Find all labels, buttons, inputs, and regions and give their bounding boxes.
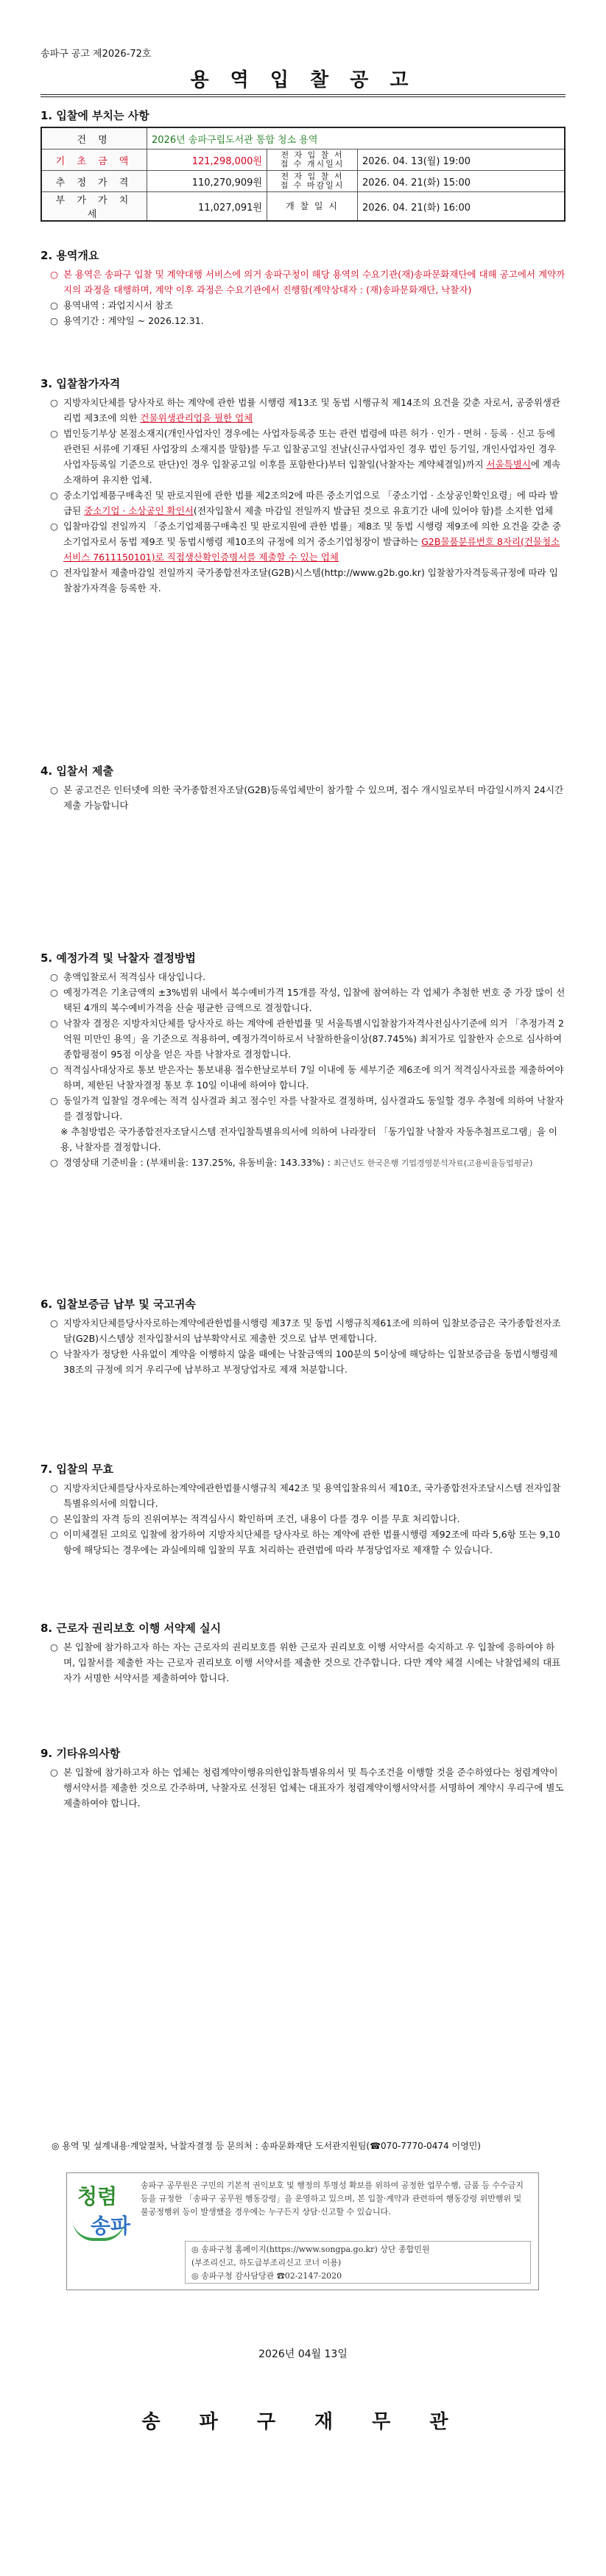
section-9-body: [50, 1764, 566, 1811]
bid-open-label: [267, 149, 358, 171]
list-item-text: 지방자치단체를당사자로하는계약에관한법률시행규칙 제42조 및 용역입찰유의서 제10조, 국가종합전자조달시스템 전자입찰특별유의서에 의합니다.: [63, 1482, 561, 1509]
table-row: [41, 127, 565, 149]
list-item: ○ 입찰마감일 전일까지 「중소기업제품구매촉진 및 판로지원에 관한 법률」제8조 및 동법 시행령 제9조에 의한 요건을 갖춘 중소기업자로서 동법 제9조 및 동법시행령 제10조의 규정에 의거 중소기업청장이 발급하는 G2B물품분류번호 8자리(건물청소서비스 7611150101)로 직접생산확인증명서를 제출할 수 있는 업체: [50, 521, 562, 563]
list-item-text: 본입찰의 자격 등의 진위여부는 적격심사시 확인하며 조건, 내용이 다를 경우 이를 무효 처리합니다.: [63, 1513, 460, 1524]
bid-close-label-line2: 접 수 마감일시: [280, 180, 345, 190]
report-line-2: (부조리신고, 하도급부조리신고 코너 이용): [191, 2258, 342, 2267]
list-item-text: 용역기간 : 계약일 ~ 2026.12.31.: [63, 315, 204, 326]
list-item-text: 중소기업제품구매촉진 및 판로지원에 관한 법률 제2조의2에 따른 중소기업으로 「중소기업 · 소상공인확인요령」에 따라 발급된: [63, 490, 559, 516]
report-line-1: ◎ 송파구청 홈페이지(https://www.songpa.go.kr) 상단 종합민원: [191, 2245, 430, 2254]
vat-value: 11,027,091원: [147, 192, 267, 222]
list-item: ○ 지방자치단체를 당사자로 하는 계약에 관한 법률 시행령 제13조 및 동법 시행규칙 제14조의 요건을 갖춘 자로서, 공중위생관리법 제3조에 의한 건물위생관리업을 필한 업체: [50, 397, 560, 423]
base-amount-value: 121,298,000원: [147, 149, 267, 171]
bid-info-table: [40, 127, 566, 222]
list-item-text: 이미체결된 고의로 입찰에 참가하여 지방자치단체를 당사자로 하는 계약에 관한 법률시행령 제92조에 따라 5,6항 또는 9,10항에 해당되는 경우에는 과실에의해 입찰의 무효 처리하는 관련법에 따라 부정당업자로 제재할 수 있습니다.: [63, 1529, 560, 1555]
section-1-heading: 1. 입찰에 부치는 사항: [40, 109, 149, 122]
list-item-text: 에 계속 소재하여 유지한 업체.: [63, 459, 561, 485]
list-item-text: 전자입찰서 제출마감일 전일까지 국가종합전자조달(G2B)시스템(http://www.g2b.go.kr) 입찰참가자격등록규정에 따라 입찰참가자격을 등록한 자.: [63, 567, 558, 594]
table-row: [41, 149, 565, 171]
logo-text-1: 청렴: [77, 2184, 118, 2209]
report-line-3: ◎ 송파구청 감사담당관 ☎02-2147-2020: [191, 2271, 342, 2281]
highlight-text: 서울특별시: [486, 459, 531, 470]
list-item-text: 예정가격은 기초금액의 ±3%범위 내에서 복수예비가격 15개를 작성, 입찰에 참여하는 각 업체가 추첨한 번호 중 가장 많이 선택된 4개의 복수예비가격을 산술 평균한 금액으로 결정합니다.: [63, 987, 566, 1013]
banner-text: 송파구 공무원은 구민의 기본적 권익보호 및 행정의 투명성 확보를 위하여 공정한 업무수행, 금품 등 수수금지 등을 규정한 「송파구 공무원 행동강령」을 운영하고 있으며, 본 입찰·계약과 관련하여 행동강령 위반행위 및 불공정행위 등이 발생했을 경우에는 누구든지 상담·신고할 수 있습니다.: [141, 2181, 524, 2217]
section-8-heading: 8. 근로자 권리보호 이행 서약제 실시: [40, 1622, 222, 1635]
section-5-body: [50, 969, 566, 1171]
section-2-body: [50, 267, 566, 328]
bid-close-value: 2026. 04. 21(화) 15:00: [358, 171, 566, 192]
list-item: ○ 동일가격 입찰일 경우에는 적격 심사결과 최고 점수인 자를 낙찰자로 결정하며, 심사결과도 동일할 경우 추첨에 의하여 낙찰자를 결정합니다.: [50, 1095, 564, 1122]
list-item: ○ 경영상태 기준비율 : (부채비율: 137.25%, 유동비율: 143.33%) : 최근년도 한국은행 기업경영분석자료(고용비율등업평균): [50, 1157, 533, 1168]
list-item: ○ 본 용역은 송파구 입찰 및 계약대행 서비스에 의거 송파구청이 해당 용역의 수요기관(재)송파문화재단에 대해 공고에서 계약까지의 과정을 대행하며, 계약 이후 과정은 수요기관에서 진행함(계약상대자 : (재)송파문화재단, 낙찰자): [50, 269, 566, 295]
integrity-logo: [71, 2178, 133, 2239]
report-box: [185, 2241, 531, 2284]
bid-open-value: 2026. 04. 13(월) 19:00: [358, 149, 566, 171]
estimated-price-label: 추 정 가 격: [41, 171, 147, 192]
section-3-heading: 3. 입찰참가자격: [40, 377, 121, 390]
list-item: ○ 용역내역 : 과업지시서 참조: [50, 300, 173, 311]
notice-number: 송파구 공고 제2026-72호: [40, 49, 152, 60]
section-9-heading: 9. 기타유의사항: [40, 1747, 121, 1760]
list-item-text: 지방자치단체를 당사자로 하는 계약에 관한 법률 시행령 제13조 및 동법 시행규칙 제14조의 요건을 갖춘 자로서, 공중위생관리법 제3조에 의한: [63, 397, 560, 423]
list-item-text: 본 입찰에 참가하고자 하는 업체는 청렴계약이행유의한입찰특별유의서 및 특수조건을 이행할 것을 준수하였다는 청렴계약이행서약서를 제출한 것으로 간주하며, 낙찰자로 선정된 업체는 대표자가 청렴계약이행서약서를 서명하여 계약시 우리구에 별도 제출하여야 합니다.: [63, 1767, 564, 1809]
highlight-text: G2B물품분류번호 8자리(건물청소서비스 7611150101)로 직접생산확인증명서를 제출할 수 있는 업체: [63, 536, 560, 563]
note-text: ※ 추첨방법은 국가종합전자조달시스템 전자입찰특별유의서에 의하여 나라장터 「동가입찰 낙찰자 자동추첨프로그램」을 이용, 낙찰자를 결정합니다.: [60, 1126, 557, 1152]
bid-close-label-line1: 전 자 입 찰 서: [281, 172, 344, 181]
section-2-heading: 2. 용역개요: [40, 249, 99, 262]
list-item: ○ 용역기간 : 계약일 ~ 2026.12.31.: [50, 315, 204, 326]
list-item-text: (전자입찰서 제출 마감일 전일까지 발급된 것으로 유효기간 내에 있어야 함)를 소지한 업체: [193, 505, 554, 516]
list-item-text: 지방자치단체를당사자로하는계약에관한법률시행령 제37조 및 동법 시행규칙제61조에 의하여 입찰보증금은 국가종합전자조달(G2B)시스템상 전자입찰서의 납부확약서로 제출한 것으로 납부 면제합니다.: [63, 1317, 561, 1344]
opening-label: 개 찰 일 시: [267, 192, 358, 222]
list-item: ○ 중소기업제품구매촉진 및 판로지원에 관한 법률 제2조의2에 따른 중소기업으로 「중소기업 · 소상공인확인요령」에 따라 발급된 중소기업 · 소상공인 확인서(전자입찰서 제출 마감일 전일까지 발급된 것으로 유효기간 내에 있어야 함)를 소지한 업체: [50, 490, 559, 516]
project-name-label: 건 명: [41, 127, 147, 149]
list-item-text: 총액입찰로서 적격심사 대상입니다.: [63, 971, 206, 982]
list-item: ○ 본 입찰에 참가하고자 하는 업체는 청렴계약이행유의한입찰특별유의서 및 특수조건을 이행할 것을 준수하였다는 청렴계약이행서약서를 제출한 것으로 간주하며, 낙찰자로 선정된 업체는 대표자가 청렴계약이행서약서를 서명하여 계약시 우리구에 별도 제출하여야 합니다.: [50, 1767, 564, 1809]
list-item-text: 적격심사대상자로 통보 받은자는 통보내용 접수한날로부터 7일 이내에 동 세부기준 제6조에 의거 적격심사자료를 제출하여야 하며, 제한된 낙찰자결정 통보 후 10일 이내에 하여야 합니다.: [63, 1064, 564, 1091]
logo-text-2: 송파: [91, 2214, 131, 2238]
issuing-organization: 송 파 구 재 무 관: [141, 2411, 465, 2433]
list-item-text: 낙찰자가 정당한 사유없이 계약을 이행하지 않을 때에는 낙찰금액의 100분의 5이상에 해당하는 입찰보증금을 동법시행령제38조의 규정에 의거 우리구에 납부하고 부정당업자로 제재 처분합니다.: [63, 1348, 558, 1375]
list-item-text: 본 입찰에 참가하고자 하는 자는 근로자의 권리보호를 위한 근로자 권리보호 이행 서약서를 숙지하고 우 입찰에 응하여야 하며, 입찰서를 제출한 자는 근로자 권리보호 이행 서약서를 제출한 것으로 간주합니다. 다만 계약 체결 시에는 낙찰업체의 대표자가 서명한 서약서를 제출하여야 합니다.: [63, 1641, 561, 1683]
table-row: [41, 192, 565, 222]
notice-date: 2026년 04월 13일: [258, 2348, 348, 2360]
bid-open-label-line1: 전 자 입 찰 서: [281, 150, 344, 160]
section-7-heading: 7. 입찰의 무효: [40, 1463, 114, 1476]
list-item: ○ 낙찰자 결정은 지방자치단체를 당사자로 하는 계약에 관한법률 및 서울특별시입찰참가자격사전심사기준에 의거 「추정가격 2억원 미만인 용역」을 기준으로 적용하여, 예정가격이하로서 낙찰하한율이상(87.745%) 최저가로 입찰한자 순으로 심사하여 종합평점이 95점 이상을 얻은 자를 낙찰자로 결정합니다.: [50, 1018, 564, 1060]
list-item: ○ 이미체결된 고의로 입찰에 참가하여 지방자치단체를 당사자로 하는 계약에 관한 법률시행령 제92조에 따라 5,6항 또는 9,10항에 해당되는 경우에는 과실에의해 입찰의 무효 처리하는 관련법에 따라 부정당업자로 제재할 수 있습니다.: [50, 1529, 560, 1555]
bid-close-label: [267, 171, 358, 192]
list-item: ○ 총액입찰로서 적격심사 대상입니다.: [50, 971, 206, 982]
list-item-text: 낙찰자 결정은 지방자치단체를 당사자로 하는 계약에 관한법률 및 서울특별시입찰참가자격사전심사기준에 의거 「추정가격 2억원 미만인 용역」을 기준으로 적용하여, 예정가격이하로서 낙찰하한율이상(87.745%) 최저가로 입찰한자 순으로 심사하여 종합평점이 95점 이상을 얻은 자를 낙찰자로 결정합니다.: [63, 1018, 564, 1060]
table-row: [41, 171, 565, 192]
estimated-price-value: 110,270,909원: [147, 171, 267, 192]
list-item: ○ 본 입찰에 참가하고자 하는 자는 근로자의 권리보호를 위한 근로자 권리보호 이행 서약서를 숙지하고 우 입찰에 응하여야 하며, 입찰서를 제출한 자는 근로자 권리보호 이행 서약서를 제출한 것으로 간주합니다. 다만 계약 체결 시에는 낙찰업체의 대표자가 서명한 서약서를 제출하여야 합니다.: [50, 1641, 561, 1683]
highlight-text: 건물위생관리업을 필한 업체: [140, 412, 253, 423]
bid-open-label-line2: 접 수 개시일시: [280, 159, 345, 169]
list-item: ○ 지방자치단체를당사자로하는계약에관한법률시행규칙 제42조 및 용역입찰유의서 제10조, 국가종합전자조달시스템 전자입찰특별유의서에 의합니다.: [50, 1482, 561, 1509]
section-5-heading: 5. 예정가격 및 낙찰자 결정방법: [40, 951, 196, 965]
list-item-text: 법인등기부상 본점소재지(개인사업자인 경우에는 사업자등록증 또는 관련 법령에 따른 허가 · 인가 · 면허 · 등록 · 신고 등에 관련된 서류에 기재된 사업장의 소재지를 말함)를 두고 입찰공고일 전날(신규사업자인 경우 법인 등기일, 개인사업자인 경우 사업자등록일 기준으로 판단)인 경우 입찰공고일 이후를 포함한다)부터 입찰일(낙찰자는 계약체결일)까지: [63, 428, 557, 470]
list-item: ○ 예정가격은 기초금액의 ±3%범위 내에서 복수예비가격 15개를 작성, 입찰에 참여하는 각 업체가 추첨한 번호 중 가장 많이 선택된 4개의 복수예비가격을 산술 평균한 금액으로 결정합니다.: [50, 987, 566, 1013]
list-item-note: 최근년도 한국은행 기업경영분석자료(고용비율등업평균): [333, 1158, 533, 1168]
vat-label: 부 가 가 치 세: [41, 192, 147, 222]
title-divider-2: [40, 96, 566, 97]
section-6-body: [50, 1315, 566, 1377]
title-divider: [40, 94, 566, 95]
list-item: ○ 법인등기부상 본점소재지(개인사업자인 경우에는 사업자등록증 또는 관련 법령에 따른 허가 · 인가 · 면허 · 등록 · 신고 등에 관련된 서류에 기재된 사업장의 소재지를 말함)를 두고 입찰공고일 전날(신규사업자인 경우 법인 등기일, 개인사업자인 경우 사업자등록일 기준으로 판단)인 경우 입찰공고일 이후를 포함한다)부터 입찰일(낙찰자는 계약체결일)까지 서울특별시에 계속 소재하여 유지한 업체.: [50, 428, 561, 485]
section-8-body: [50, 1639, 566, 1686]
contact-info: ◎ 용역 및 설계내용·계알절차, 낙찰자결정 등 문의처 : 송파문화재단 도서관지원팀(☎070-7770-0474 이영민): [52, 2141, 481, 2151]
integrity-banner: [66, 2172, 539, 2290]
list-item-text: 경영상태 기준비율 : (부채비율: 137.25%, 유동비율: 143.33%) :: [63, 1157, 334, 1168]
list-item-text: 동일가격 입찰일 경우에는 적격 심사결과 최고 점수인 자를 낙찰자로 결정하며, 심사결과도 동일할 경우 추첨에 의하여 낙찰자를 결정합니다.: [63, 1095, 564, 1122]
list-item: ○ 전자입찰서 제출마감일 전일까지 국가종합전자조달(G2B)시스템(http://www.g2b.go.kr) 입찰참가자격등록규정에 따라 입찰참가자격을 등록한 자.: [50, 567, 558, 594]
section-3-body: [50, 395, 566, 596]
list-item-text: 입찰마감일 전일까지 「중소기업제품구매촉진 및 판로지원에 관한 법률」제8조 및 동법 시행령 제9조에 의한 요건을 갖춘 중소기업자로서 동법 제9조 및 동법시행령 제10조의 규정에 의거 중소기업청장이 발급하는: [63, 521, 562, 547]
project-name-value: 2026년 송파구립도서관 통합 청소 용역: [147, 127, 566, 149]
highlight-text: 중소기업 · 소상공인 확인서: [84, 505, 194, 516]
page-title: 용 역 입 찰 공 고: [190, 69, 416, 91]
section-4-heading: 4. 입찰서 제출: [40, 764, 114, 778]
opening-value: 2026. 04. 21(화) 16:00: [358, 192, 566, 222]
list-item: ○ 본입찰의 자격 등의 진위여부는 적격심사시 확인하며 조건, 내용이 다를 경우 이를 무효 처리합니다.: [50, 1513, 460, 1524]
section-7-body: [50, 1480, 566, 1558]
list-item: ○ 본 공고건은 인터넷에 의한 국가종합전자조달(G2B)등록업체만이 참가할 수 있으며, 접수 개시일로부터 마감일시까지 24시간 제출 가능합니다: [50, 784, 564, 811]
list-item: ○ 지방자치단체를당사자로하는계약에관한법률시행령 제37조 및 동법 시행규칙제61조에 의하여 입찰보증금은 국가종합전자조달(G2B)시스템상 전자입찰서의 납부확약서로 제출한 것으로 납부 면제합니다.: [50, 1317, 561, 1344]
section-4-body: [50, 782, 566, 813]
list-item: ○ 낙찰자가 정당한 사유없이 계약을 이행하지 않을 때에는 낙찰금액의 100분의 5이상에 해당하는 입찰보증금을 동법시행령제38조의 규정에 의거 우리구에 납부하고 부정당업자로 제재 처분합니다.: [50, 1348, 558, 1375]
list-item-text: 용역내역 : 과업지시서 참조: [63, 300, 173, 311]
list-item: ○ 적격심사대상자로 통보 받은자는 통보내용 접수한날로부터 7일 이내에 동 세부기준 제6조에 의거 적격심사자료를 제출하여야 하며, 제한된 낙찰자결정 통보 후 10일 이내에 하여야 합니다.: [50, 1064, 564, 1091]
base-amount-label: 기 초 금 액: [41, 149, 147, 171]
list-item-text: 본 공고건은 인터넷에 의한 국가종합전자조달(G2B)등록업체만이 참가할 수 있으며, 접수 개시일로부터 마감일시까지 24시간 제출 가능합니다: [63, 784, 564, 811]
list-item-text: 본 용역은 송파구 입찰 및 계약대행 서비스에 의거 송파구청이 해당 용역의 수요기관(재)송파문화재단에 대해 공고에서 계약까지의 과정을 대행하며, 계약 이후 과정은 수요기관에서 진행함(계약상대자 : (재)송파문화재단, 낙찰자): [63, 269, 566, 295]
section-6-heading: 6. 입찰보증금 납부 및 국고귀속: [40, 1298, 196, 1311]
